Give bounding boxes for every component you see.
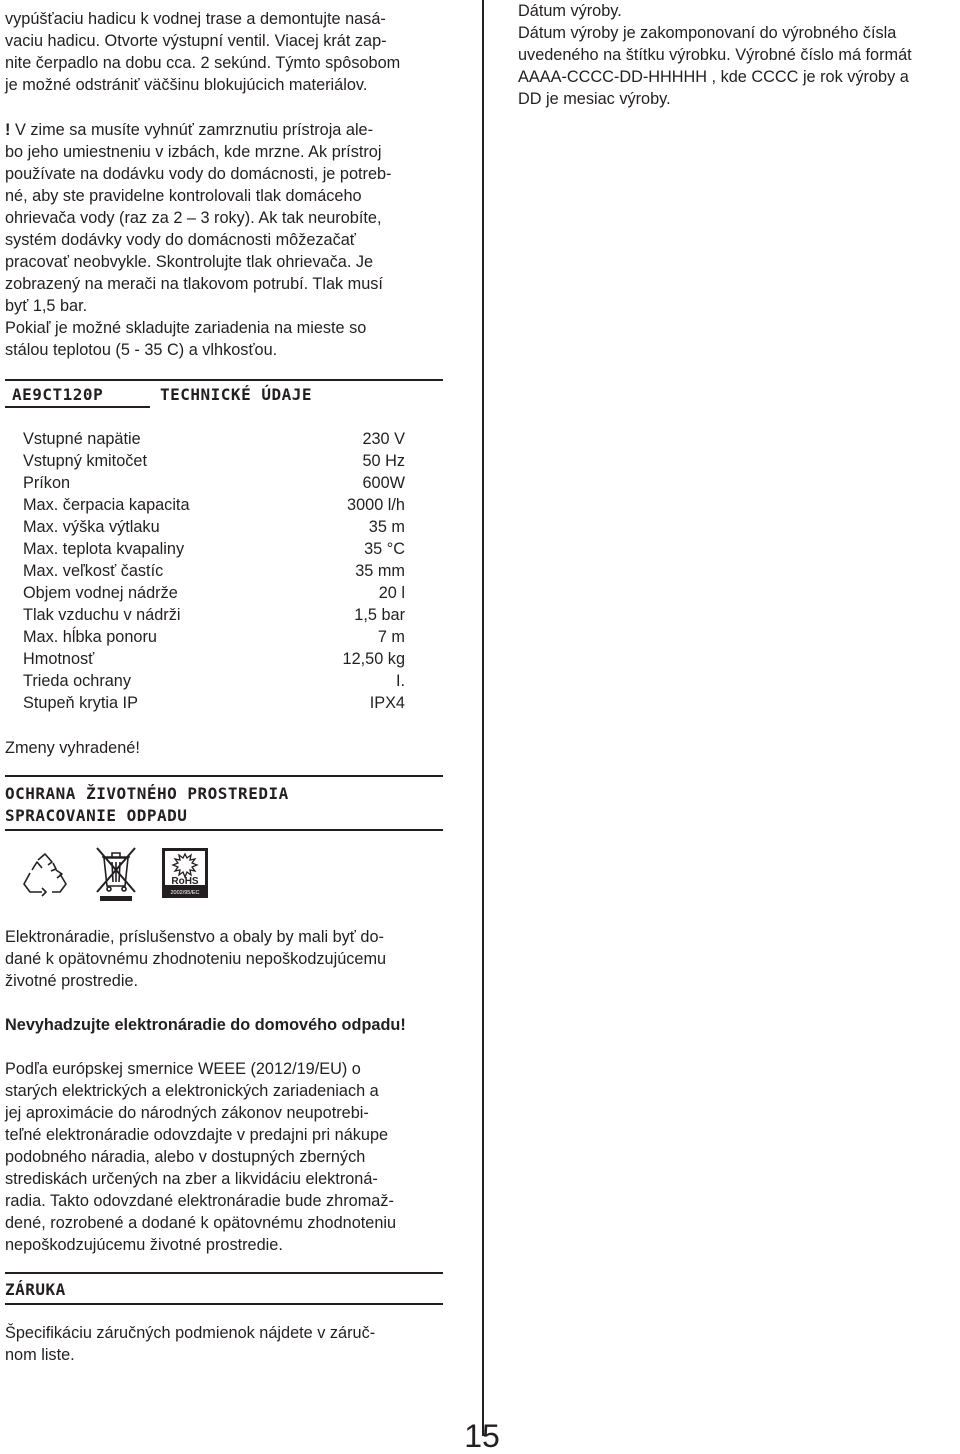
- production-date-line: AAAA-CCCC-DD-HHHHH , kde CCCC je rok výroby a: [518, 68, 909, 86]
- spec-value: 50 Hz: [362, 452, 405, 470]
- spec-value: 1,5 bar: [354, 606, 405, 624]
- warranty-heading: ZÁRUKA: [5, 1280, 66, 1299]
- disposal-warning: Nevyhadzujte elektronáradie do domového odpadu!: [5, 1016, 406, 1034]
- env-heading: OCHRANA ŽIVOTNÉHO PROSTREDIA: [5, 784, 289, 803]
- rohs-label: RoHS: [171, 876, 199, 887]
- spec-label: Vstupný kmitočet: [23, 452, 147, 470]
- warning-line: V zime sa musíte vyhnúť zamrznutiu prístroja ale-: [10, 121, 374, 139]
- spec-value: 35 °C: [364, 540, 405, 558]
- spec-value: 600W: [362, 474, 405, 492]
- warning-paragraph: [5, 119, 445, 361]
- model-code: AE9CT120P: [12, 385, 104, 404]
- env-line: podobného náradia, alebo v dostupných zberných: [5, 1148, 366, 1166]
- env-paragraph-2: [5, 1058, 445, 1256]
- intro-line: nite čerpadlo na dobu cca. 2 sekúnd. Týmto spôsobom: [5, 54, 401, 72]
- env-line: radia. Takto odovzdané elektronáradie bude zhromaž-: [5, 1192, 394, 1210]
- production-date-line: uvedeného na štítku výrobku. Výrobné číslo má formát: [518, 46, 912, 64]
- env-line: teľné elektronáradie odovzdajte v predajni pri nákupe: [5, 1126, 389, 1144]
- spec-value: 7 m: [377, 628, 405, 646]
- spec-label: Max. veľkosť častíc: [23, 562, 164, 580]
- warning-line: používate na dodávku vody do domácnosti, je potreb-: [5, 165, 392, 183]
- page-number: 15: [464, 1418, 500, 1454]
- table-row: [23, 538, 405, 560]
- spec-value: 35 m: [368, 518, 405, 536]
- spec-label: Vstupné napätie: [23, 430, 141, 448]
- env-line: Elektronáradie, príslušenstvo a obaly by mali byť do-: [5, 928, 384, 946]
- warranty-line: nom liste.: [5, 1346, 75, 1364]
- warning-line: stálou teplotou (5 - 35 C) a vlhkosťou.: [5, 341, 278, 359]
- table-row: [23, 450, 405, 472]
- env-line: životné prostredie.: [5, 972, 139, 990]
- table-row: [23, 428, 405, 450]
- table-row: [23, 692, 405, 714]
- env-line: starých elektrických a elektronických zariadeniach a: [5, 1082, 379, 1100]
- table-row: [23, 472, 405, 494]
- rohs-icon: [160, 846, 210, 900]
- spec-label: Hmotnosť: [23, 650, 95, 668]
- spec-label: Max. teplota kvapaliny: [23, 540, 185, 558]
- env-line: dené, rozrobené a dodané k opätovnému zhodnoteniu: [5, 1214, 397, 1232]
- spec-value: 20 l: [378, 584, 405, 602]
- env-top-rule: [5, 775, 443, 777]
- spec-label: Tlak vzduchu v nádrži: [23, 606, 181, 624]
- warning-line: systém dodávky vody do domácnosti môžezačať: [5, 231, 356, 249]
- warranty-line: Špecifikáciu záručných podmienok nájdete v záruč-: [5, 1324, 376, 1342]
- weee-bin-icon: [94, 846, 138, 902]
- recycle-icon: [20, 852, 70, 900]
- warning-line: Pokiaľ je možné skladujte zariadenia na mieste so: [5, 319, 367, 337]
- intro-line: je možné odstrániť väčšinu blokujúcich materiálov.: [5, 76, 368, 94]
- warning-line: bo jeho umiestneniu v izbách, kde mrzne. Ak prístroj: [5, 143, 382, 161]
- env-subheading: SPRACOVANIE ODPADU: [5, 806, 188, 825]
- env-line: Podľa európskej smernice WEEE (2012/19/EU) o: [5, 1060, 361, 1078]
- warning-line: ohrievača vody (raz za 2 – 3 roky). Ak tak neurobíte,: [5, 209, 382, 227]
- spec-value: 12,50 kg: [342, 650, 405, 668]
- spec-value: IPX4: [369, 694, 405, 712]
- warning-line: zobrazený na merači na tlakovom potrubí. Tlak musí: [5, 275, 383, 293]
- warning-line: né, aby ste pravidelne kontrolovali tlak domáceho: [5, 187, 362, 205]
- spec-label: Objem vodnej nádrže: [23, 584, 178, 602]
- production-date-line: Dátum výroby je zakomponovaní do výrobného čísla: [518, 24, 897, 42]
- production-date-line: DD je mesiac výroby.: [518, 90, 671, 108]
- rohs-directive: 2002/95/EC: [170, 890, 200, 896]
- production-date-title: Dátum výroby.: [518, 2, 622, 20]
- warranty-under-rule: [5, 1303, 443, 1305]
- table-row: [23, 626, 405, 648]
- spec-value: 230 V: [362, 430, 405, 448]
- intro-line: vaciu hadicu. Otvorte výstupní ventil. Viacej krát zap-: [5, 32, 387, 50]
- intro-paragraph: [5, 8, 445, 96]
- production-date-block: [518, 0, 958, 110]
- tech-under-rule: [5, 406, 150, 408]
- spec-value: 3000 l/h: [347, 496, 405, 514]
- env-line: nepoškodzujúcemu životné prostredie.: [5, 1236, 283, 1254]
- env-line: jej aproximácie do národných zákonov neupotrebi-: [5, 1104, 369, 1122]
- table-row: [23, 670, 405, 692]
- spec-label: Max. čerpacia kapacita: [23, 496, 190, 514]
- spec-label: Príkon: [23, 474, 71, 492]
- table-row: [23, 516, 405, 538]
- intro-line: vypúšťaciu hadicu k vodnej trase a demontujte nasá-: [5, 10, 386, 28]
- spec-label: Max. hĺbka ponoru: [23, 628, 157, 646]
- spec-value: 35 mm: [355, 562, 405, 580]
- tech-top-rule: [5, 379, 443, 381]
- tech-heading: TECHNICKÉ ÚDAJE: [160, 385, 312, 404]
- spec-label: Trieda ochrany: [23, 672, 131, 690]
- env-line: dané k opätovnému zhodnoteniu nepoškodzujúcemu: [5, 950, 387, 968]
- env-paragraph-1: [5, 926, 445, 992]
- spec-value: I.: [395, 672, 405, 690]
- table-row: [23, 648, 405, 670]
- spec-label: Stupeň krytia IP: [23, 694, 138, 712]
- warning-mark: !: [5, 121, 11, 139]
- column-divider: [482, 0, 484, 1436]
- warranty-top-rule: [5, 1272, 443, 1274]
- warning-line: pracovať neobvykle. Skontrolujte tlak ohrievača. Je: [5, 253, 374, 271]
- spec-label: Max. výška výtlaku: [23, 518, 160, 536]
- env-line: strediskách určených na zber a likvidáciu elektroná-: [5, 1170, 378, 1188]
- warning-line: byť 1,5 bar.: [5, 297, 88, 315]
- table-row: [23, 494, 405, 516]
- warranty-paragraph: [5, 1322, 445, 1366]
- table-row: [23, 582, 405, 604]
- table-row: [23, 560, 405, 582]
- warning-first-line: [5, 119, 445, 141]
- table-row: [23, 604, 405, 626]
- env-under-rule: [5, 829, 443, 831]
- changes-note: Zmeny vyhradené!: [5, 739, 140, 757]
